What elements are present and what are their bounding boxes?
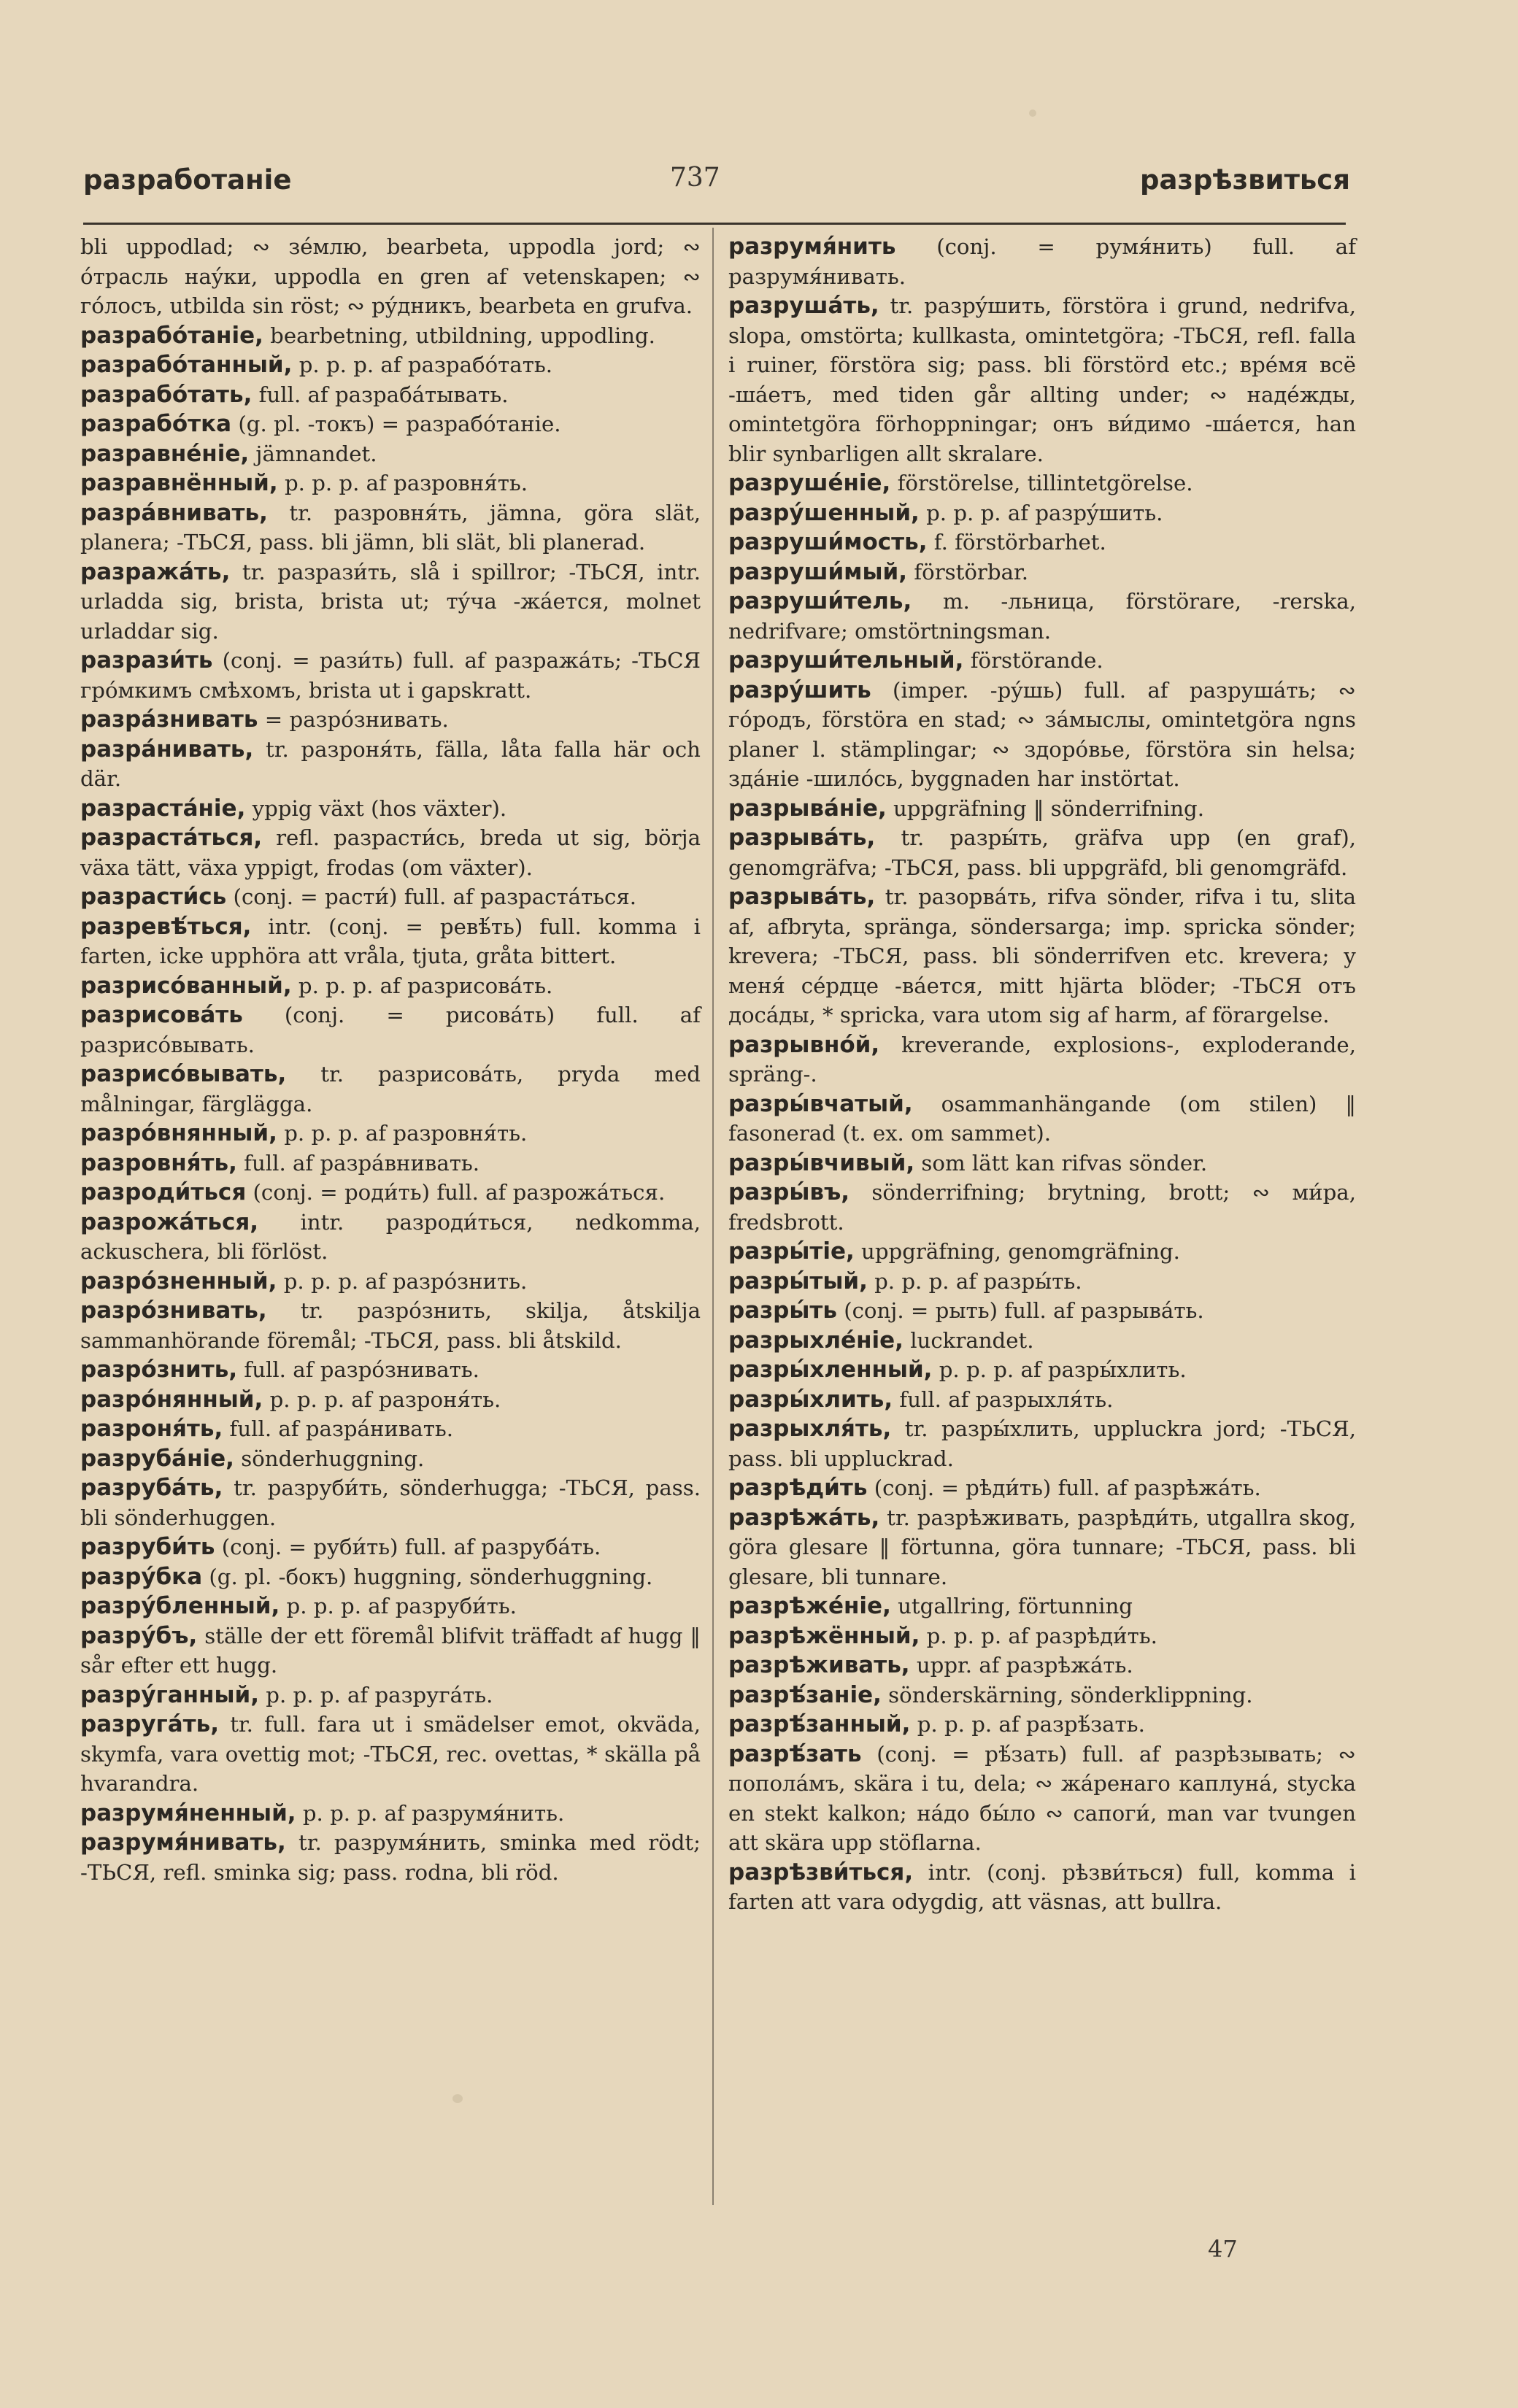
entry-headword: разрóнянный, (80, 1386, 263, 1413)
dictionary-entry (80, 321, 701, 351)
entry-definition: tr. разрýшить, förstöra i grund, nedrifva, slopa, omstörta; kullkasta, omintetgöra; -ТЬСЯ, refl. falla i ruiner, förstöra sig; pass. bli förstörd etc.; врéмя всё -шáетъ, med tiden går allting under; ∾ надéжды, omintetgöra förhoppningar; онъ ви́димо -шáется, han blir synbarligen allt skralare. (728, 293, 1356, 466)
dictionary-entry (80, 380, 701, 410)
column-divider (712, 228, 714, 2205)
dictionary-entry (728, 557, 1356, 587)
entry-headword: разрабóтанный, (80, 352, 293, 378)
entry-headword: разруши́мость, (728, 529, 928, 555)
entry-headword: разрыхлéніе, (728, 1327, 904, 1354)
dictionary-entry (728, 1621, 1356, 1651)
dictionary-entry (728, 498, 1356, 528)
dictionary-entry (80, 409, 701, 439)
entry-headword: разрумя́нивать, (80, 1829, 286, 1856)
entry-definition: p. p. p. af разрóзнить. (277, 1268, 528, 1294)
entry-headword: разрабóтать, (80, 381, 253, 408)
entry-definition: (imper. -рýшь) full. af разрушáть; ∾ гóродъ, förstöra en stad; ∾ зáмыслы, omintetgöra ngns planer l. stämplingar; ∾ здорóвье, förstöra sin helsa; здáніе -шилóсь, byggnaden har instörtat. (728, 677, 1356, 791)
entry-definition: p. p. p. af разрýшить. (919, 500, 1163, 525)
entry-definition: (g. pl. -бокъ) huggning, sönderhuggning. (202, 1564, 653, 1589)
entry-definition: uppr. af разрѣжáть. (909, 1653, 1133, 1678)
entry-headword: разрóзненный, (80, 1267, 277, 1294)
entry-headword: разрýганный, (80, 1681, 260, 1708)
dictionary-entry (80, 498, 701, 557)
entry-headword: разражáть, (80, 558, 231, 585)
entry-headword: разрабóтаніе, (80, 322, 263, 349)
entry-headword: разроди́ться (80, 1179, 247, 1205)
entry-definition: tr. разорвáть, rifva sönder, rifva i tu, slita af, afbryta, spränga, söndersarga; imp. spricka sönder; krevera; -ТЬСЯ, pass. bli sönderrifven etc. krevera; у меня́ сéрдце -вáется, mitt hjärta blöder; -ТЬСЯ отъ досáды, * spricka, vara utom sig af harm, af förargelse. (728, 884, 1356, 1027)
entry-headword: разрабóтка (80, 411, 232, 437)
dictionary-entry (80, 1149, 701, 1178)
entry-definition: full. af разрáвнивать. (236, 1150, 480, 1176)
entry-definition: f. förstörbarhet. (927, 530, 1106, 555)
paper-stain (1029, 109, 1036, 117)
entry-headword: разрѣди́ть (728, 1475, 868, 1501)
dictionary-entry (80, 1562, 701, 1592)
entry-definition: p. p. p. af разровня́ть. (277, 1121, 528, 1146)
dictionary-entry (728, 1089, 1356, 1149)
dictionary-entry (728, 1355, 1356, 1385)
entry-headword: разры́вчивый, (728, 1149, 915, 1176)
entry-headword: разрóзнивать, (80, 1297, 267, 1324)
dictionary-entry (728, 646, 1356, 676)
entry-definition: (conj. = рыть) full. af разрывáть. (836, 1298, 1204, 1323)
dictionary-entry (728, 1178, 1356, 1237)
entry-definition: (conj. = руби́ть) full. af разрубáть. (215, 1535, 601, 1559)
dictionary-entry (80, 912, 701, 971)
entry-headword: разрубáніе, (80, 1445, 234, 1472)
entry-headword: разруши́мый, (728, 558, 908, 585)
entry-definition: jämnandet. (249, 441, 377, 466)
entry-headword: разрожáться, (80, 1208, 259, 1235)
entry-headword: разрывáть, (728, 825, 876, 851)
dictionary-entry (728, 1680, 1356, 1710)
entry-definition: luckrandet. (903, 1327, 1034, 1353)
dictionary-entry (80, 823, 701, 882)
entry-headword: разрыхля́ть, (728, 1416, 892, 1442)
entry-headword: разрубáть, (80, 1475, 223, 1501)
paper-stain (452, 2094, 463, 2103)
entry-definition: tr. разрумя́нить, sminka med rödt; -ТЬСЯ, refl. sminka sig; pass. rodna, bli röd. (80, 1830, 701, 1885)
entry-definition: p. p. p. af разрумя́нить. (296, 1800, 565, 1826)
entry-definition: full. af разрáнивать. (223, 1416, 454, 1441)
entry-headword: разрывáніе, (728, 795, 887, 822)
entry-definition: som lätt kan rifvas sönder. (914, 1150, 1208, 1176)
entry-definition: (conj. = расти́) full. af разрастáться. (226, 884, 637, 909)
entry-headword: разрастáться, (80, 825, 263, 851)
dictionary-entry (728, 1710, 1356, 1740)
entry-headword: разравнённый, (80, 470, 278, 496)
entry-headword: разроня́ть, (80, 1416, 223, 1442)
dictionary-entry (80, 1000, 701, 1060)
entry-headword: разрóвнянный, (80, 1120, 277, 1146)
entry-definition: p. p. p. af разрабóтать. (292, 352, 553, 377)
dictionary-entry (728, 1237, 1356, 1267)
entry-headword: разруши́тель, (728, 588, 912, 614)
dictionary-entry (728, 1385, 1356, 1415)
entry-definition: tr. разроня́ть, fälla, låta falla här och där. (80, 736, 701, 791)
dictionary-entry (80, 1799, 701, 1829)
entry-definition: kreverande, explosions-, exploderande, spräng-. (728, 1032, 1356, 1087)
entry-headword: разрѣжéніе, (728, 1593, 891, 1619)
dictionary-entry (80, 646, 701, 705)
entry-definition: (conj. = рѣ́зать) full. af разрѣзывать; ∾ пополáмъ, skära i tu, dela; ∾ жáренаго каплуна́, stycka en stekt kalkon; нáдо бы́ло ∾ сапоги́, man var tvungen att skära upp stöflarna. (728, 1741, 1356, 1855)
entry-headword: разрисóванный, (80, 972, 292, 999)
entry-definition: ställe der ett föremål blifvit träffadt af hugg ‖ sår efter ett hugg. (80, 1623, 701, 1678)
entry-headword: разры́хлить, (728, 1386, 893, 1413)
entry-definition: p. p. p. af разрѣди́ть. (920, 1623, 1157, 1648)
entry-headword: разрѣживать, (728, 1652, 910, 1678)
dictionary-entry (728, 528, 1356, 557)
entry-definition: tr. разровня́ть, jämna, göra slät, planera; -ТЬСЯ, pass. bli jämn, bli slät, bli planerad. (80, 500, 701, 555)
entry-headword: разрáзнивать (80, 706, 258, 733)
dictionary-entry (80, 1385, 701, 1415)
dictionary-entry (728, 676, 1356, 794)
entry-definition: tr. разруби́ть, sönderhugga; -ТЬСЯ, pass. bli sönderhuggen. (80, 1475, 701, 1530)
running-head-left: разработаніе (83, 164, 292, 196)
entry-definition: full. af разрабáтывать. (252, 382, 509, 407)
entry-headword: разруби́ть (80, 1534, 215, 1560)
entry-definition: bearbetning, utbildning, uppodling. (263, 323, 655, 348)
entry-definition: full. af разрóзнивать. (237, 1357, 479, 1382)
entry-definition: tr. разрѣживать, разрѣди́ть, utgallra skog, göra glesare ‖ förtunna, göra tunnare; -ТЬСЯ, pass. bli glesare, bli tunnare. (728, 1505, 1356, 1589)
dictionary-entry (80, 1591, 701, 1621)
dictionary-entry (728, 1473, 1356, 1503)
dictionary-entry (80, 557, 701, 647)
entry-definition: förstörbar. (907, 559, 1028, 584)
entry-definition: refl. разрасти́сь, breda ut sig, börja växa tätt, växa yppigt, frodas (om växter). (80, 825, 701, 880)
running-head-right: разрѣзвиться (1139, 164, 1350, 196)
entry-definition: bli uppodlad; ∾ зéмлю, bearbeta, uppodla jord; ∾ óтрасль наýки, uppodla en gren af vetenskapen; ∾ гóлосъ, utbilda sin röst; ∾ рýдникъ, bearbeta en grufva. (80, 234, 701, 318)
dictionary-entry (80, 1621, 701, 1680)
entry-definition: p. p. p. af разрѣ́зать. (910, 1712, 1145, 1737)
entry-headword: разрáвнивать, (80, 499, 268, 526)
dictionary-entry (728, 1591, 1356, 1621)
entry-headword: разрѣ́занный, (728, 1711, 911, 1737)
entry-definition: full. af разрыхля́ть. (893, 1386, 1114, 1412)
dictionary-entry (728, 794, 1356, 824)
dictionary-entry (728, 587, 1356, 646)
entry-definition: (conj. = рисовáть) full. af разрисóвывать. (80, 1003, 701, 1057)
dictionary-entry (80, 1473, 701, 1532)
entry-headword: разры́въ, (728, 1179, 850, 1205)
entry-definition: tr. разрóзнить, skilja, åtskilja sammanhörande föremål; -ТЬСЯ, pass. bli åtskild. (80, 1298, 701, 1353)
entry-headword: разрасти́сь (80, 884, 227, 910)
dictionary-entry (80, 1532, 701, 1562)
entry-headword: разры́вчатый, (728, 1090, 913, 1117)
entry-definition: tr. разрази́ть, slå i spillror; -ТЬСЯ, intr. urladda sig, brista, brista ut; тýча -жáется, molnet urladdar sig. (80, 559, 701, 644)
entry-headword: разрýшить (728, 676, 871, 703)
dictionary-entry (728, 1858, 1356, 1917)
entry-definition: p. p. p. af разрисовáть. (291, 973, 553, 998)
entry-definition: intr. (conj. = ревѣ́ть) full. komma i farten, icke upphöra att vråla, tjuta, gråta bittert. (80, 914, 701, 968)
dictionary-entry (80, 971, 701, 1001)
entry-headword: разрѣзви́ться, (728, 1859, 914, 1886)
entry-definition: p. p. p. af разровня́ть. (277, 471, 528, 495)
dictionary-entry (80, 1710, 701, 1799)
entry-definition: tr. разры́хлить, uppluckra jord; -ТЬСЯ, pass. bli uppluckrad. (728, 1416, 1356, 1471)
dictionary-entry (80, 1414, 701, 1444)
entry-headword: разрушéніе, (728, 470, 891, 496)
entry-headword: разрисóвывать, (80, 1061, 287, 1087)
entry-definition: utgallring, förtunning (890, 1594, 1133, 1618)
entry-headword: разрѣ́заніе, (728, 1681, 882, 1708)
entry-headword: разрумя́нить (728, 234, 896, 260)
entry-headword: разры́тый, (728, 1267, 868, 1294)
dictionary-entry (80, 1680, 701, 1710)
entry-definition: p. p. p. af разругáть. (259, 1682, 493, 1707)
dictionary-entry (80, 1296, 701, 1355)
entry-headword: разрóзнить, (80, 1357, 238, 1383)
entry-definition: (conj. = румя́нить) full. af разрумя́нивать. (728, 234, 1356, 289)
dictionary-entry (728, 882, 1356, 1030)
dictionary-entry (728, 1326, 1356, 1356)
entry-definition: uppgräfning ‖ sönderrifning. (886, 795, 1205, 821)
dictionary-entry (728, 232, 1356, 291)
entry-headword: разрýбка (80, 1563, 203, 1590)
dictionary-entry (80, 1178, 701, 1208)
entry-headword: разрýшенный, (728, 499, 920, 526)
entry-headword: разрѣжáть, (728, 1504, 880, 1531)
entry-headword: разрисовáть (80, 1002, 243, 1028)
entry-headword: разры́хленный, (728, 1357, 933, 1383)
entry-headword: разрушáть, (728, 293, 879, 319)
dictionary-entry (80, 439, 701, 469)
entry-definition: intr. разроди́ться, nedkomma, ackuschera, bli förlöst. (80, 1209, 701, 1264)
entry-definition: p. p. p. af разроня́ть. (263, 1386, 501, 1412)
dictionary-entry (80, 350, 701, 380)
dictionary-entry (728, 1414, 1356, 1473)
entry-definition: yppig växt (hos växter). (245, 795, 507, 821)
dictionary-entry (80, 1119, 701, 1149)
dictionary-entry (80, 1267, 701, 1297)
entry-headword: разрýбленный, (80, 1593, 280, 1619)
entry-headword: разрумя́ненный, (80, 1799, 296, 1826)
dictionary-entry (80, 1828, 701, 1887)
entry-headword: разругáть, (80, 1711, 219, 1737)
dictionary-entry (80, 794, 701, 824)
entry-headword: разрази́ть (80, 647, 213, 674)
entry-definition: förstörande. (963, 648, 1103, 673)
header-rule (83, 223, 1346, 225)
entry-headword: разровня́ть, (80, 1149, 237, 1176)
entry-definition: p. p. p. af разры́ть. (867, 1268, 1082, 1294)
entry-definition: sönderrifning; brytning, brott; ∾ ми́ра, fredsbrott. (728, 1180, 1356, 1235)
dictionary-entry (80, 882, 701, 912)
dictionary-entry (80, 1208, 701, 1267)
dictionary-entry (80, 735, 701, 794)
dictionary-entry (728, 823, 1356, 882)
dictionary-entry (80, 232, 701, 321)
entry-definition: tr. разрисовáть, pryda med målningar, färglägga. (80, 1062, 701, 1116)
dictionary-entry (728, 1149, 1356, 1178)
entry-definition: = разрóзнивать. (258, 707, 449, 732)
entry-headword: разравнéніе, (80, 440, 250, 467)
entry-headword: разрывáть, (728, 884, 876, 910)
dictionary-entry (728, 468, 1356, 498)
entry-definition: sönderhuggning. (234, 1446, 425, 1471)
dictionary-entry (80, 1355, 701, 1385)
right-column (728, 232, 1356, 1917)
dictionary-entry (728, 291, 1356, 468)
dictionary-entry (728, 1296, 1356, 1326)
dictionary-entry (728, 1503, 1356, 1592)
entry-definition: tr. full. fara ut i smädelser emot, okväda, skymfa, vara ovettig mot; -ТЬСЯ, rec. ovettas, * skälla på hvarandra. (80, 1712, 701, 1796)
entry-definition: (conj. = роди́ть) full. af разрожáться. (246, 1180, 666, 1205)
entry-headword: разревѣ́ться, (80, 913, 252, 940)
entry-headword: разрѣжённый, (728, 1622, 920, 1649)
page-number: 737 (670, 163, 720, 193)
dictionary-entry (728, 1651, 1356, 1680)
entry-headword: разрáнивать, (80, 736, 254, 763)
entry-definition: sönderskärning, sönderklippning. (881, 1682, 1253, 1707)
dictionary-entry (728, 1740, 1356, 1858)
dictionary-entry (80, 1060, 701, 1119)
entry-headword: разрастáніе, (80, 795, 246, 822)
entry-definition: osammanhängande (om stilen) ‖ fasonerad (t. ex. om sammet). (728, 1091, 1356, 1146)
sheet-signature-number: 47 (1208, 2235, 1238, 2263)
entry-definition: intr. (conj. рѣзви́ться) full, komma i farten att vara odygdig, att väsnas, att bullra. (728, 1859, 1356, 1914)
entry-definition: tr. разры́ть, gräfva upp (en graf), genomgräfva; -ТЬСЯ, pass. bli uppgräfd, bli genomgräfd. (728, 825, 1356, 880)
entry-headword: разрывнóй, (728, 1031, 880, 1058)
entry-definition: (g. pl. -токъ) = разрабóтаніе. (231, 412, 561, 436)
entry-definition: p. p. p. af разруби́ть. (280, 1594, 517, 1618)
dictionary-entry (728, 1267, 1356, 1297)
dictionary-entry (80, 705, 701, 735)
dictionary-entry (80, 468, 701, 498)
entry-headword: разрѣ́зать (728, 1740, 862, 1767)
entry-headword: разры́тіе, (728, 1238, 855, 1265)
entry-definition: (conj. = рази́ть) full. af разражáть; -ТЬСЯ грóмкимъ смѣхомъ, brista ut i gapskratt. (80, 648, 701, 703)
dictionary-entry (728, 1030, 1356, 1089)
left-column (80, 232, 701, 1887)
entry-definition: (conj. = рѣди́ть) full. af разрѣжáть. (867, 1475, 1261, 1500)
entry-headword: разры́ть (728, 1297, 837, 1324)
entry-definition: p. p. p. af разры́хлить. (932, 1357, 1187, 1382)
entry-definition: uppgräfning, genomgräfning. (854, 1239, 1180, 1264)
entry-headword: разрýбъ, (80, 1622, 198, 1649)
entry-headword: разруши́тельный, (728, 647, 964, 674)
dictionary-entry (80, 1444, 701, 1474)
entry-definition: förstörelse, tillintetgörelse. (890, 471, 1193, 495)
entry-definition: m. -льница, förstörare, -rerska, nedrifvare; omstörtningsman. (728, 589, 1356, 644)
